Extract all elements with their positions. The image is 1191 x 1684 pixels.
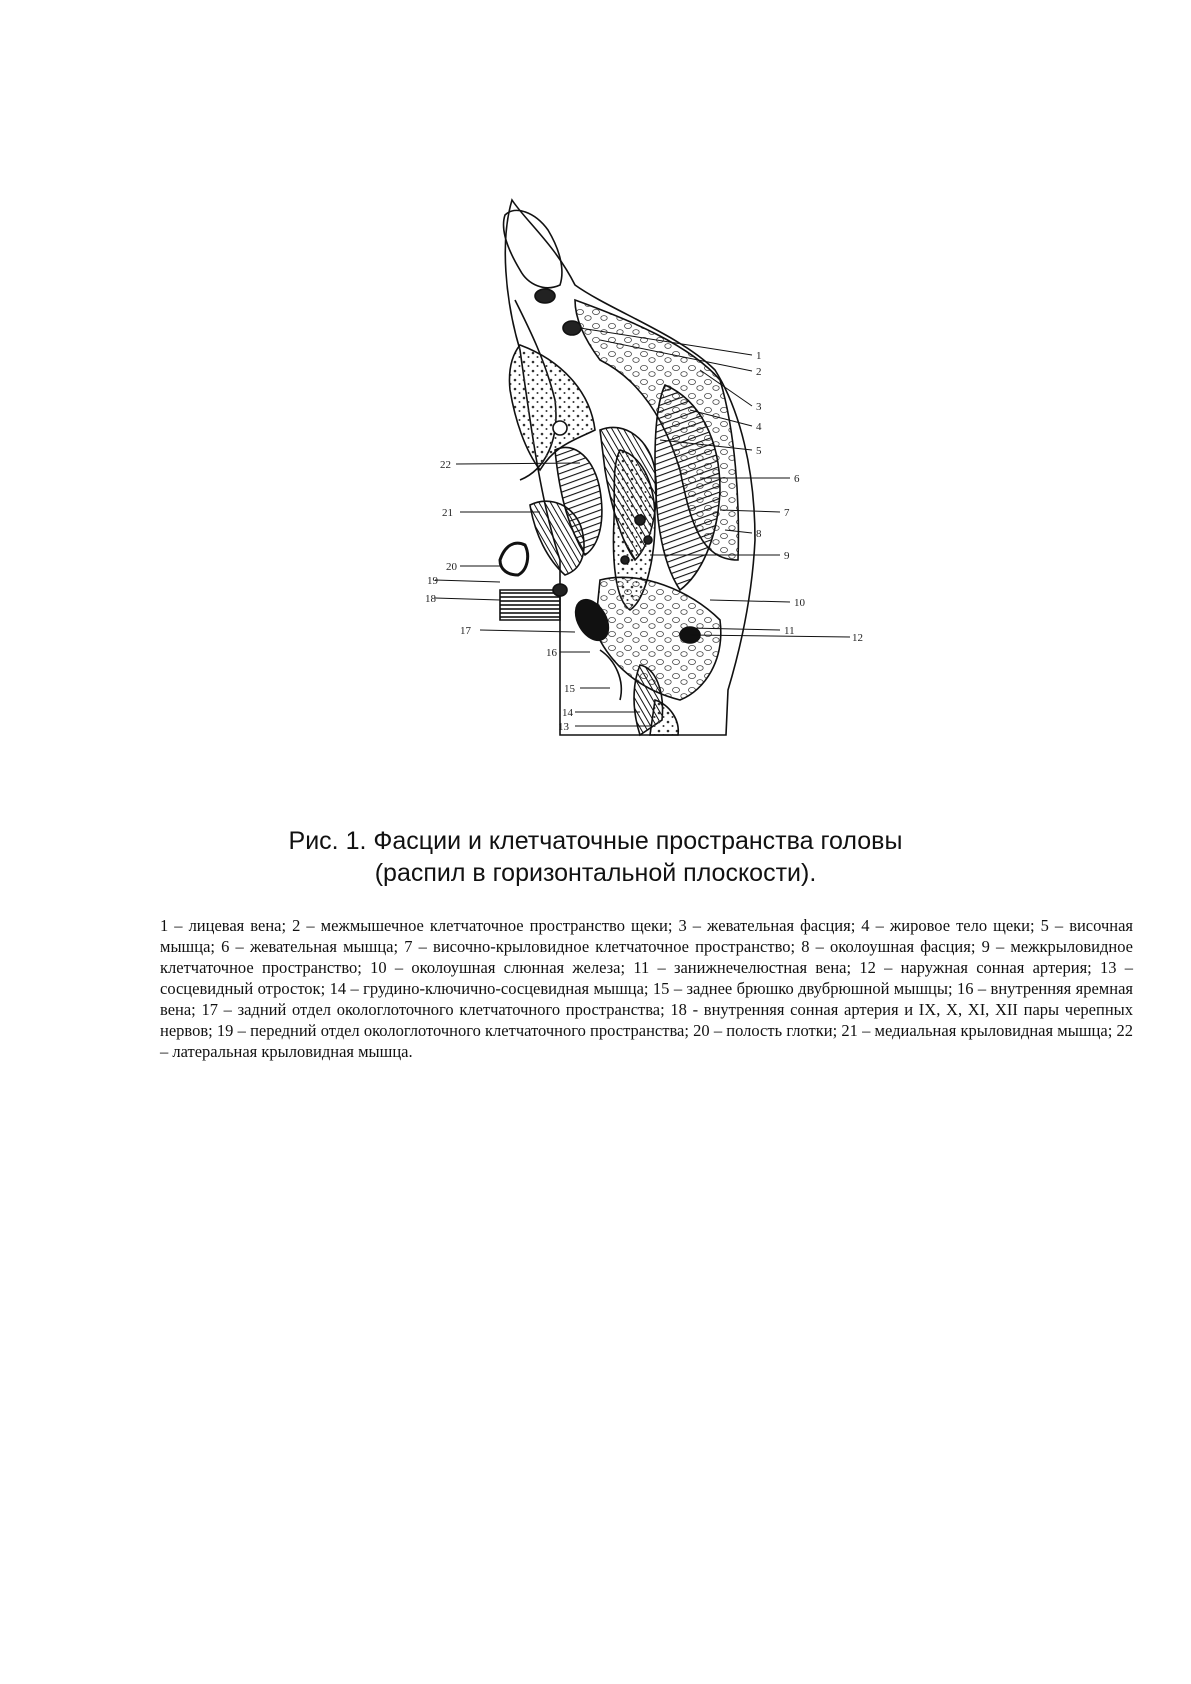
section-drawing — [500, 200, 755, 735]
label-2: 2 — [756, 366, 762, 378]
label-17: 17 — [460, 625, 471, 637]
figure-caption-title — [0, 825, 1191, 889]
prevertebral-band — [500, 590, 560, 620]
label-16: 16 — [546, 647, 557, 659]
small-vessel-a — [635, 515, 645, 525]
bone-dotted-zone — [509, 345, 595, 470]
facial-vein — [563, 321, 581, 335]
figure-legend: 1 – лицевая вена; 2 – межмышечное клетчаточное пространство щеки; 3 – жевательная фасция; 4 – жировое тело щеки; 5 – височная мышца; 6 – жевательная мышца; 7 – височно-крыловидное клетчаточное пространство; 8 – околоушная фасция; 9 – межкрыловидное клетчаточное пространство; 10 – околоушная слюнная железа; 11 – занижнечелюстная вена; 12 – наружная сонная артерия; 13 – сосцевидный отросток; 14 – грудино-ключично-сосцевидная мышца; 15 – заднее брюшко двубрюшной мышцы; 16 – внутренняя яремная вена; 17 – задний отдел окологлоточного клетчаточного пространства; 18 - внутренняя сонная артерия и IX, X, XI, XII пары черепных нервов; 19 – передний отдел окологлоточного клетчаточного пространства; 20 – полость глотки; 21 – медиальная крыловидная мышца; 22 – латеральная крыловидная мышца. — [160, 916, 1133, 1061]
label-14: 14 — [562, 707, 573, 719]
label-8: 8 — [756, 528, 762, 540]
label-13: 13 — [558, 721, 569, 733]
caption-title-line-1: Рис. 1. Фасции и клетчаточные пространства головы — [288, 827, 903, 855]
label-9: 9 — [784, 550, 790, 562]
label-4: 4 — [756, 421, 762, 433]
label-6: 6 — [794, 473, 800, 485]
label-10: 10 — [794, 597, 805, 609]
label-12: 12 — [852, 632, 863, 644]
label-3: 3 — [756, 401, 762, 413]
small-vessel-d — [553, 421, 567, 435]
carotid-artery — [553, 584, 567, 596]
label-5: 5 — [756, 445, 762, 457]
anatomical-figure — [0, 0, 1191, 760]
pharynx-cavity — [500, 543, 528, 575]
label-19: 19 — [427, 575, 438, 587]
label-11: 11 — [784, 625, 795, 637]
small-vessel-b — [644, 536, 652, 544]
label-1: 1 — [756, 350, 762, 362]
caption-title-line-2: (распил в горизонтальной плоскости). — [374, 859, 817, 887]
label-22: 22 — [440, 459, 451, 471]
label-18: 18 — [425, 593, 436, 605]
mastoid-process — [650, 700, 678, 735]
label-20: 20 — [446, 561, 457, 573]
label-7: 7 — [784, 507, 790, 519]
label-15: 15 — [564, 683, 575, 695]
small-vessel-c — [621, 556, 629, 564]
vessel-upper — [535, 289, 555, 303]
label-21: 21 — [442, 507, 453, 519]
